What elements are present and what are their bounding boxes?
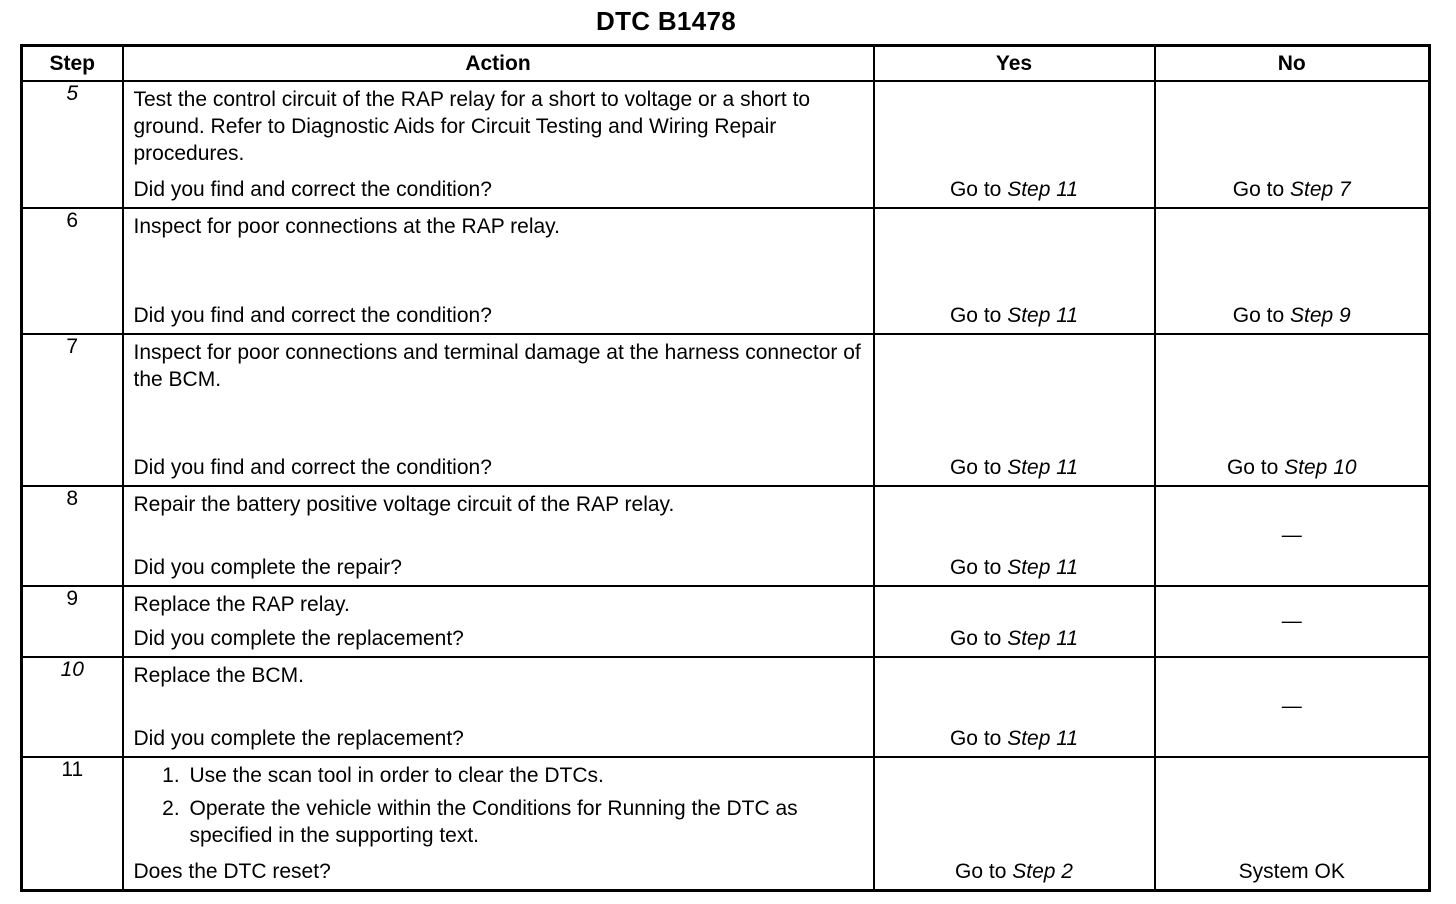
question-text: Does the DTC reset? <box>133 859 331 883</box>
yes-cell <box>874 334 1155 486</box>
step-number: 6 <box>22 208 123 334</box>
action-cell <box>123 81 874 208</box>
action-cell <box>123 208 874 334</box>
step-number: 11 <box>22 757 123 890</box>
goto-step: Step 2 <box>1012 859 1073 883</box>
header-action: Action <box>123 46 874 82</box>
no-result <box>1156 302 1429 329</box>
step-number: 5 <box>22 81 123 208</box>
goto-step: Step 11 <box>1007 556 1079 579</box>
goto-step: Step 11 <box>1007 304 1079 327</box>
table-row <box>22 81 1430 208</box>
goto-prefix: Go to <box>949 727 1002 750</box>
yes-result <box>875 725 1154 752</box>
document-title: DTC B1478 <box>596 6 736 36</box>
yes-result <box>875 625 1154 652</box>
goto-step: Step 11 <box>1007 178 1079 201</box>
yes-cell <box>874 586 1155 657</box>
table-row <box>22 757 1430 890</box>
question-text: Did you complete the replacement? <box>133 627 464 650</box>
step-number: 9 <box>22 586 123 657</box>
action-text <box>124 758 873 849</box>
step-number: 7 <box>22 334 123 486</box>
yes-result <box>875 554 1154 581</box>
action-step-item: 2. Operate the vehicle within the Conditions for Running the DTC as specified in the supporting text. <box>186 795 863 849</box>
no-result-dash: — <box>1281 524 1302 547</box>
action-cell <box>123 586 874 657</box>
yes-result <box>875 454 1154 481</box>
table-row <box>22 486 1430 586</box>
header-step: Step <box>22 46 123 82</box>
action-text: Replace the RAP relay. <box>133 593 350 616</box>
goto-prefix: Go to <box>1232 304 1285 327</box>
action-cell <box>123 757 874 890</box>
no-cell <box>1155 81 1430 208</box>
yes-cell <box>874 81 1155 208</box>
goto-prefix: Go to <box>949 178 1002 201</box>
yes-cell <box>874 208 1155 334</box>
no-result: System OK <box>1238 859 1345 883</box>
action-cell <box>123 657 874 757</box>
goto-prefix: Go to <box>955 859 1007 883</box>
action-text: Inspect for poor connections at the RAP relay. <box>133 215 560 238</box>
action-text: Test the control circuit of the RAP relay for a short to voltage or a short to ground. Refer to Diagnostic Aids for Circuit Testing and Wiring Repair procedures. <box>133 88 811 165</box>
question-text: Did you find and correct the condition? <box>133 178 492 201</box>
yes-cell <box>874 757 1155 890</box>
goto-prefix: Go to <box>949 556 1002 579</box>
goto-step: Step 9 <box>1290 304 1351 327</box>
no-result <box>1156 454 1429 481</box>
table-row <box>22 586 1430 657</box>
goto-step: Step 11 <box>1007 727 1079 750</box>
goto-prefix: Go to <box>949 627 1002 650</box>
table-row <box>22 208 1430 334</box>
no-cell <box>1155 586 1430 657</box>
question-text: Did you find and correct the condition? <box>133 304 492 327</box>
step-number: 8 <box>22 486 123 586</box>
goto-step: Step 10 <box>1284 456 1357 479</box>
yes-result <box>875 858 1154 885</box>
no-cell <box>1155 657 1430 757</box>
question-text: Did you find and correct the condition? <box>133 456 492 479</box>
question-text: Did you complete the repair? <box>133 556 402 579</box>
action-cell <box>123 486 874 586</box>
yes-cell <box>874 657 1155 757</box>
goto-prefix: Go to <box>1232 178 1285 201</box>
yes-cell <box>874 486 1155 586</box>
goto-step: Step 7 <box>1290 178 1351 201</box>
no-result <box>1156 176 1429 203</box>
header-yes: Yes <box>874 46 1155 82</box>
no-cell <box>1155 208 1430 334</box>
action-text: Replace the BCM. <box>133 664 304 687</box>
header-no: No <box>1155 46 1430 82</box>
no-cell <box>1155 334 1430 486</box>
action-text: Inspect for poor connections and terminal damage at the harness connector of the BCM. <box>133 341 861 391</box>
no-cell <box>1155 486 1430 586</box>
table-row <box>22 334 1430 486</box>
yes-result <box>875 176 1154 203</box>
question-text: Did you complete the replacement? <box>133 727 464 750</box>
goto-step: Step 11 <box>1007 627 1079 650</box>
goto-step: Step 11 <box>1007 456 1079 479</box>
goto-prefix: Go to <box>1226 456 1279 479</box>
dtc-table <box>20 44 1431 892</box>
step-number: 10 <box>22 657 123 757</box>
goto-prefix: Go to <box>949 304 1002 327</box>
table-row <box>22 657 1430 757</box>
no-result-dash: — <box>1281 695 1302 718</box>
action-text: Repair the battery positive voltage circuit of the RAP relay. <box>133 493 675 516</box>
goto-prefix: Go to <box>949 456 1002 479</box>
no-cell <box>1155 757 1430 890</box>
action-steps-list <box>134 762 863 849</box>
header-row <box>22 46 1430 82</box>
yes-result <box>875 302 1154 329</box>
action-step-item: 1. Use the scan tool in order to clear the DTCs. <box>186 762 863 789</box>
no-result-dash: — <box>1281 610 1302 632</box>
action-cell <box>123 334 874 486</box>
